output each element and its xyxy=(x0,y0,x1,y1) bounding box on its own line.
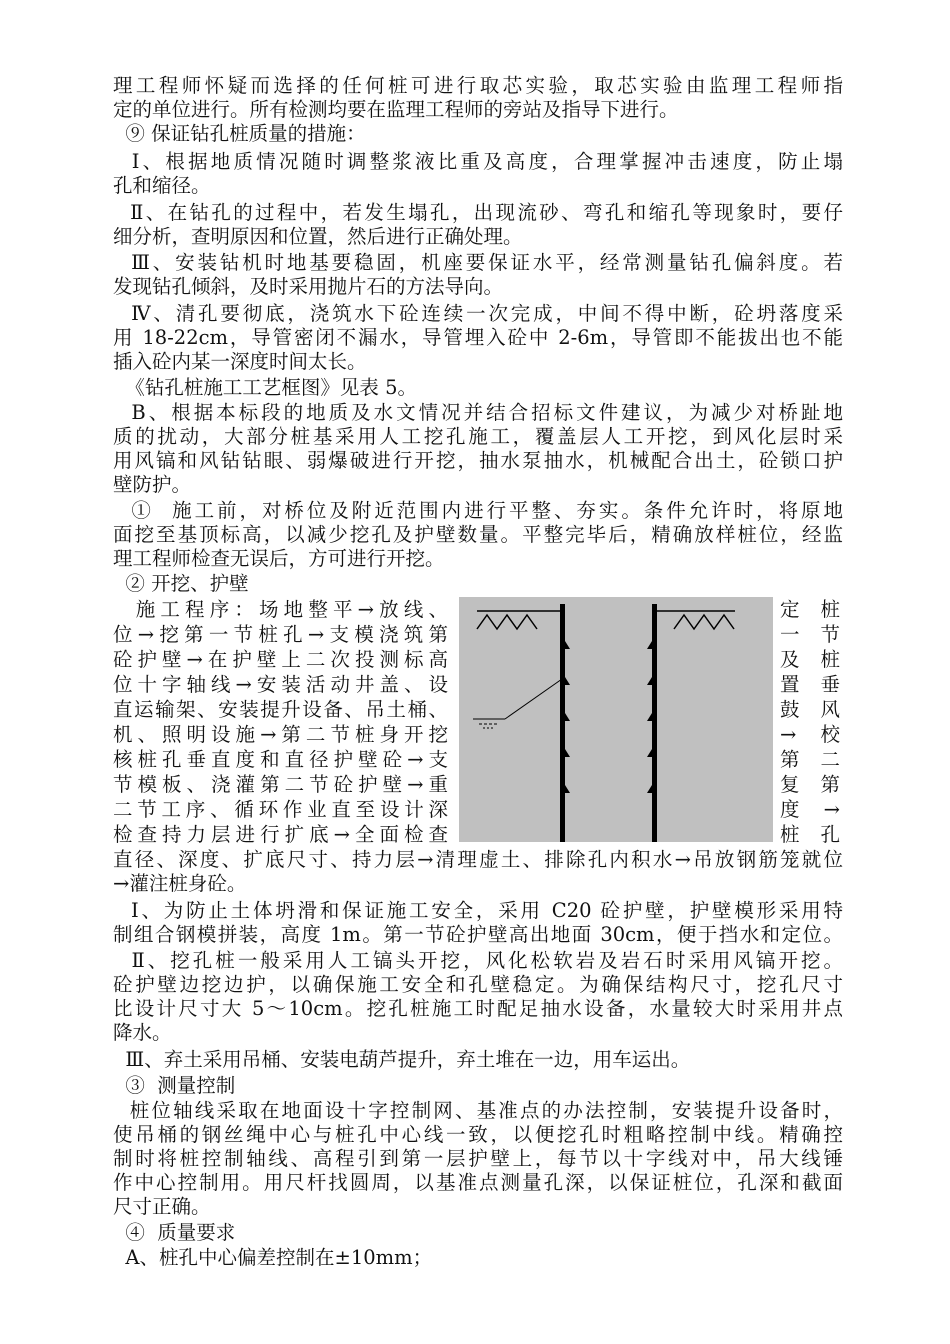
wrap-left-line: 位十字轴线→安装活动井盖、设 xyxy=(113,673,448,696)
text-line: 《钻孔桩施工工艺框图》见表 5。 xyxy=(113,376,418,399)
text-line: 使吊桶的钢丝绳中心与桩孔中心线一致，以便挖孔时粗略控制中线。精确控 xyxy=(113,1123,843,1146)
pile-shaft-figure xyxy=(459,597,773,842)
wrap-left-line: 位→挖第一节桩孔→支模浇筑第 xyxy=(113,623,448,646)
text-line: 用 18-22cm，导管密闭不漏水，导管埋入砼中 2-6m，导管即不能拔出也不能 xyxy=(113,326,843,349)
text-line: 用风镐和风钻钻眼、弱爆破进行开挖，抽水泵抽水，机械配合出土，砼锁口护 xyxy=(113,449,843,472)
text-line: 定的单位进行。所有检测均要在监理工程师的旁站及指导下进行。 xyxy=(113,98,679,121)
text-line: 比设计尺寸大 5～10cm。挖孔桩施工时配足抽水设备，水量较大时采用井点 xyxy=(113,997,843,1020)
wrap-left-line: 砼护壁→在护壁上二次投测标高 xyxy=(113,648,448,671)
text-line: 壁防护。 xyxy=(113,473,192,496)
wrap-left-line: 核桩孔垂直度和直径护壁砼→支 xyxy=(113,748,448,771)
wrap-right-line: 及 桩 xyxy=(780,648,840,671)
text-line: 尺寸正确。 xyxy=(113,1195,211,1218)
wrap-right-line: 鼓 风 xyxy=(780,698,840,721)
wrap-left-line: 节模板、浇灌第二节砼护壁→重 xyxy=(113,773,448,796)
wrap-right-line: → 校 xyxy=(780,723,840,746)
text-line: 制组合钢模拼装，高度 1m。第一节砼护壁高出地面 30cm，便于挡水和定位。 xyxy=(113,923,843,946)
text-line: Ⅳ、清孔要彻底，浇筑水下砼连续一次完成，中间不得中断，砼坍落度采 xyxy=(113,302,843,325)
wrap-left-line: 直运输架、安装提升设备、吊土桶、 xyxy=(113,698,448,721)
wrap-left-line: 检查持力层进行扩底→全面检查 xyxy=(113,823,448,846)
text-line: A、桩孔中心偏差控制在±10mm； xyxy=(113,1246,433,1269)
text-line: 发现钻孔倾斜，及时采用抛片石的方法导向。 xyxy=(113,275,504,298)
text-line: 细分析，查明原因和位置，然后进行正确处理。 xyxy=(113,225,523,248)
text-line: 直径、深度、扩底尺寸、持力层→清理虚土、排除孔内积水→吊放钢筋笼就位 xyxy=(113,848,843,871)
text-line: 桩位轴线采取在地面设十字控制网、基准点的办法控制，安装提升设备时， xyxy=(113,1099,843,1122)
text-line: Ⅲ、安装钻机时地基要稳固，机座要保证水平，经常测量钻孔偏斜度。若 xyxy=(113,251,843,274)
text-line: Ⅰ、为防止土体坍滑和保证施工安全，采用 C20 砼护壁，护壁模形采用特 xyxy=(113,899,843,922)
section-heading: ⑨ 保证钻孔桩质量的措施： xyxy=(113,122,366,145)
text-line: 理工程师怀疑而选择的任何桩可进行取芯实验，取芯实验由监理工程师指 xyxy=(113,74,843,97)
text-line: →灌注桩身砼。 xyxy=(113,872,247,895)
section-heading: ② 开挖、护壁 xyxy=(113,572,249,595)
text-line: 砼护壁边挖边护，以确保施工安全和孔壁稳定。为确保结构尺寸，挖孔尺寸 xyxy=(113,973,843,996)
wrap-right-line: 第 二 xyxy=(780,748,840,771)
wrap-left-line: 二节工序、循环作业直至设计深 xyxy=(113,798,448,821)
text-line: Ⅱ、挖孔桩一般采用人工镐头开挖，风化松软岩及岩石时采用风镐开挖。 xyxy=(113,949,843,972)
text-line: Ⅱ、在钻孔的过程中，若发生塌孔，出现流砂、弯孔和缩孔等现象时，要仔 xyxy=(113,201,843,224)
wrap-left-line: 施工程序：场地整平→放线、 xyxy=(113,598,448,621)
text-line: 制时将桩控制轴线、高程引到第一层护壁上，每节以十字线对中，吊大线锤 xyxy=(113,1147,843,1170)
text-line: 插入砼内某一深度时间太长。 xyxy=(113,350,367,373)
figure-background xyxy=(459,597,773,842)
text-line: ① 施工前，对桥位及附近范围内进行平整、夯实。条件允许时，将原地 xyxy=(113,499,843,522)
wrap-right-line: 置 垂 xyxy=(780,673,840,696)
wrap-right-line: 一 节 xyxy=(780,623,840,646)
section-heading: ④ 质量要求 xyxy=(113,1221,236,1244)
wrap-right-line: 度 → xyxy=(780,798,840,821)
section-heading: ③ 测量控制 xyxy=(113,1074,236,1097)
wrap-right-line: 桩 孔 xyxy=(780,823,840,846)
text-line: 降水。 xyxy=(113,1021,172,1044)
text-line: 理工程师检查无误后，方可进行开挖。 xyxy=(113,547,445,570)
text-line: 孔和缩径。 xyxy=(113,174,211,197)
text-line: Ⅲ、弃土采用吊桶、安装电葫芦提升，弃土堆在一边，用车运出。 xyxy=(113,1048,691,1071)
wrap-right-line: 复 第 xyxy=(780,773,840,796)
text-line: Ⅰ、根据地质情况随时调整浆液比重及高度，合理掌握冲击速度，防止塌 xyxy=(113,150,843,173)
wrap-right-line: 定 桩 xyxy=(780,598,840,621)
text-line: 作中心控制用。用尺杆找圆周，以基准点测量孔深，以保证桩位，孔深和截面 xyxy=(113,1171,843,1194)
wrap-left-line: 机、照明设施→第二节桩身开挖 xyxy=(113,723,448,746)
text-line: B、根据本标段的地质及水文情况并结合招标文件建议，为减少对桥趾地 xyxy=(113,401,843,424)
text-line: 质的扰动，大部分桩基采用人工挖孔施工，覆盖层人工开挖，到风化层时采 xyxy=(113,425,843,448)
text-line: 面挖至基顶标高，以减少挖孔及护壁数量。平整完毕后，精确放样桩位，经监 xyxy=(113,523,843,546)
